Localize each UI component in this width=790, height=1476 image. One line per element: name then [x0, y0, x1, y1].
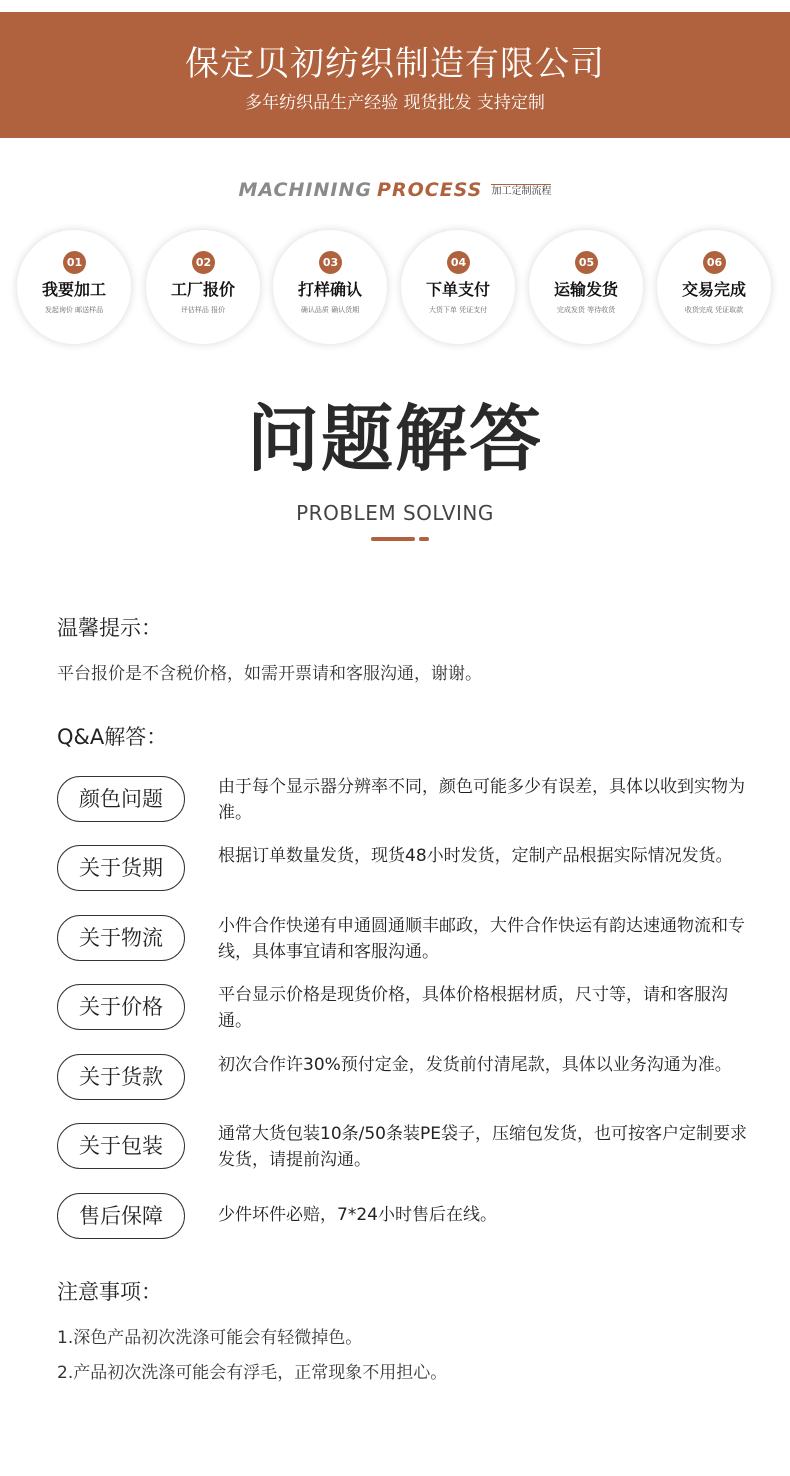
step-name: 打样确认 — [297, 280, 362, 299]
step-name: 运输发货 — [553, 280, 618, 299]
step-number: 04 — [447, 251, 470, 274]
qa-item — [57, 1054, 757, 1104]
company-slogan: 多年纺织品生产经验 现货批发 支持定制 — [245, 93, 545, 113]
step-name: 我要加工 — [41, 280, 106, 299]
qa-heading: Q&A解答： — [57, 725, 168, 749]
step-name: 工厂报价 — [170, 280, 235, 299]
qa-answer: 通常大货包装10条/50条装PE袋子，压缩包发货，也可按客户定制要求发货，请提前沟通。 — [218, 1124, 747, 1170]
step-number: 02 — [192, 251, 215, 274]
tip-text: 平台报价是不含税价格，如需开票请和客服沟通，谢谢。 — [57, 664, 482, 684]
qa-item — [57, 845, 757, 895]
step-desc: 确认品质 确认货期 — [300, 306, 360, 314]
company-name: 保定贝初纺织制造有限公司 — [185, 44, 605, 84]
qa-answer: 初次合作许30%预付定金，发货前付清尾款，具体以业务沟通为准。 — [218, 1055, 732, 1075]
step-number: 06 — [703, 251, 726, 274]
tip-heading: 温馨提示： — [57, 616, 162, 640]
qa-section-subtitle: PROBLEM SOLVING — [296, 501, 494, 525]
qa-label: 关于价格 — [57, 984, 185, 1030]
process-step — [656, 229, 772, 345]
header-banner — [0, 12, 790, 138]
process-step — [400, 229, 516, 345]
process-step — [16, 229, 132, 345]
step-number: 03 — [319, 251, 342, 274]
process-heading-cn: 加工定制流程 — [491, 185, 552, 197]
qa-answer: 根据订单数量发货，现货48小时发货，定制产品根据实际情况发货。 — [218, 846, 733, 866]
title-divider-dot — [419, 537, 429, 541]
title-divider — [371, 537, 415, 541]
qa-item — [57, 1193, 757, 1243]
notes-heading: 注意事项： — [57, 1280, 162, 1304]
note-item: 2.产品初次洗涤可能会有浮毛，正常现象不用担心。 — [57, 1363, 448, 1383]
process-steps — [14, 229, 776, 345]
qa-answer: 少件坏件必赔，7*24小时售后在线。 — [218, 1205, 497, 1225]
qa-label: 关于物流 — [57, 915, 185, 961]
step-name: 下单支付 — [425, 280, 490, 299]
note-item: 1.深色产品初次洗涤可能会有轻微掉色。 — [57, 1328, 363, 1348]
qa-item — [57, 915, 757, 965]
process-step — [272, 229, 388, 345]
qa-label: 颜色问题 — [57, 776, 185, 822]
qa-label: 关于货款 — [57, 1054, 185, 1100]
qa-answer: 由于每个显示器分辨率不同，颜色可能多少有误差，具体以收到实物为准。 — [218, 777, 745, 823]
process-heading — [0, 177, 790, 205]
qa-label: 关于货期 — [57, 845, 185, 891]
qa-answer: 平台显示价格是现货价格，具体价格根据材质，尺寸等，请和客服沟通。 — [218, 985, 728, 1031]
qa-section-title: 问题解答 — [246, 397, 543, 481]
process-step — [145, 229, 261, 345]
step-desc: 收货完成 凭证取款 — [684, 306, 744, 314]
step-name: 交易完成 — [681, 280, 746, 299]
process-heading-en-2: PROCESS — [377, 179, 483, 201]
process-step — [528, 229, 644, 345]
step-desc: 评估样品 报价 — [180, 306, 226, 314]
step-number: 05 — [575, 251, 598, 274]
step-number: 01 — [63, 251, 86, 274]
step-desc: 完成发货 等待收货 — [556, 306, 616, 314]
qa-item — [57, 1123, 757, 1173]
step-desc: 发起询价 邮送样品 — [44, 306, 104, 314]
qa-label: 关于包装 — [57, 1123, 185, 1169]
qa-item — [57, 776, 757, 826]
step-desc: 大货下单 凭证支付 — [428, 306, 488, 314]
qa-label: 售后保障 — [57, 1193, 185, 1239]
qa-answer: 小件合作快递有申通圆通顺丰邮政，大件合作快运有韵达速通物流和专线，具体事宜请和客服沟通。 — [218, 916, 745, 962]
qa-item — [57, 984, 757, 1034]
process-heading-en-1: MACHINING — [238, 179, 372, 201]
